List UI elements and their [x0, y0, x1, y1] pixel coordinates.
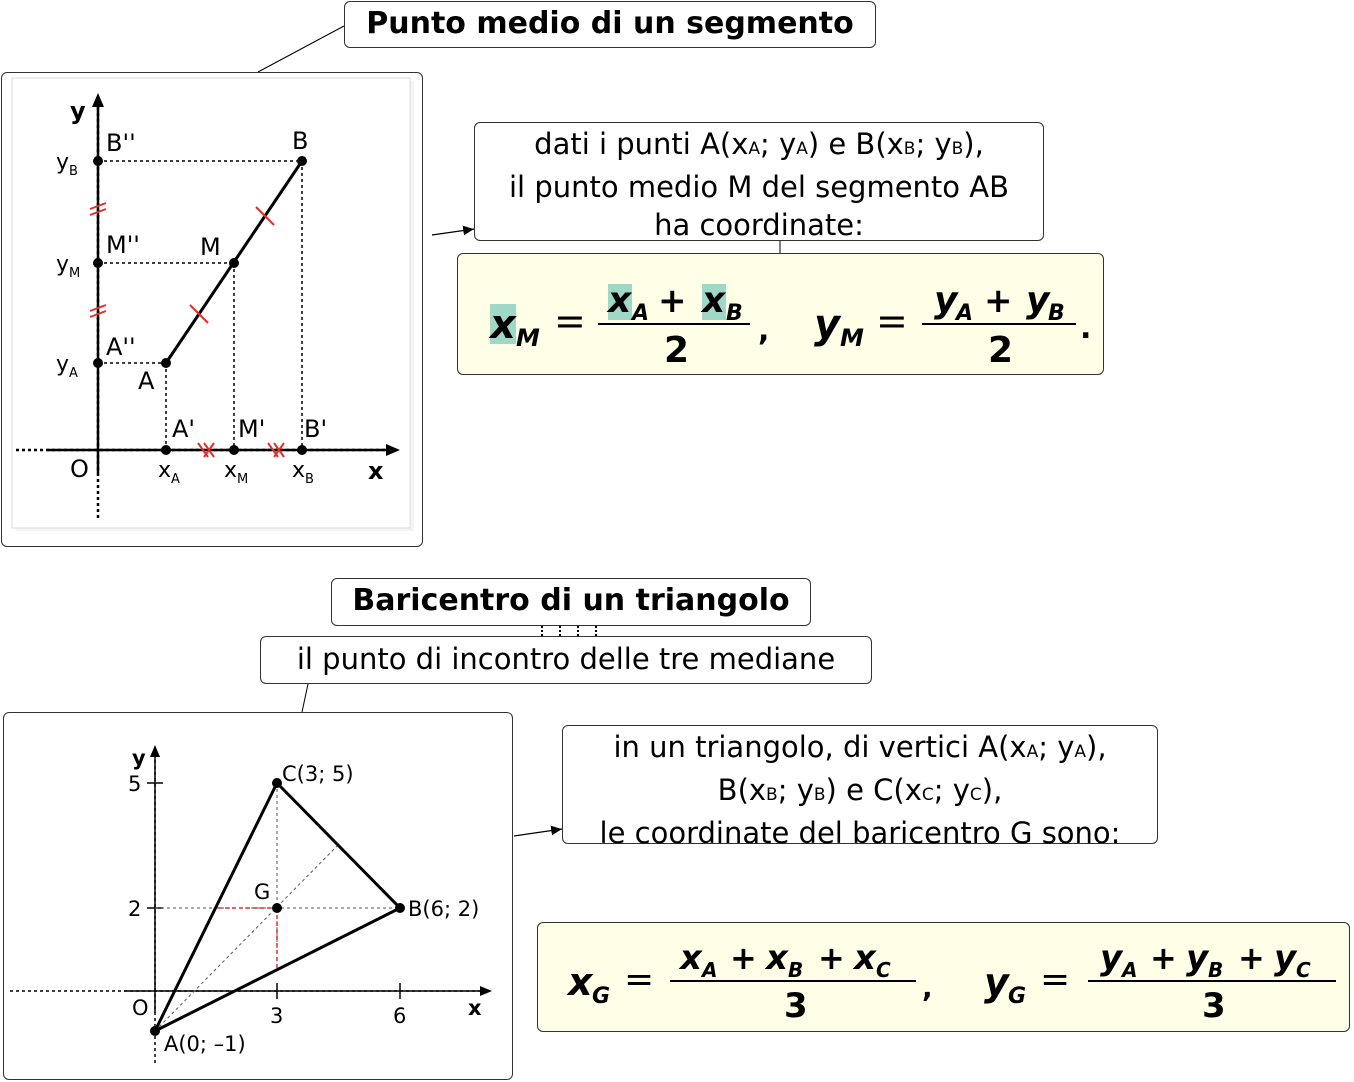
svg-text:.: . — [1080, 311, 1092, 346]
point-m — [229, 258, 239, 268]
point-b — [297, 156, 307, 166]
svg-text:G: G — [1008, 984, 1027, 1009]
x-axis-label: x — [368, 457, 384, 485]
origin-label: O — [70, 455, 89, 483]
midpoint-arrow — [432, 229, 474, 235]
svg-text:2: 2 — [988, 330, 1014, 371]
centroid-desc-line2: B(xB; yB) e C(xC; yC), — [717, 773, 1003, 807]
centroid-g — [272, 903, 282, 913]
svg-text:y: y — [934, 280, 958, 321]
label-m: M — [200, 233, 221, 261]
svg-text:M': M' — [238, 415, 266, 443]
centroid-arrow — [514, 829, 562, 836]
svg-text:y: y — [1100, 938, 1123, 978]
svg-text:A: A — [632, 301, 650, 326]
centroid-desc-line3: le coordinate del baricentro G sono: — [599, 816, 1121, 850]
svg-text:A'': A'' — [106, 333, 136, 361]
svg-text:A': A' — [172, 415, 196, 443]
svg-text:B: B — [726, 301, 743, 326]
midpoint-title: Punto medio di un segmento — [344, 1, 876, 48]
centroid-graph-frame — [3, 712, 513, 1080]
centroid-formula — [537, 922, 1350, 1032]
svg-text:B': B' — [304, 415, 328, 443]
y-tick-2: 2 — [128, 897, 142, 921]
svg-text:x: x — [702, 280, 726, 321]
y-axis-label: y — [70, 97, 86, 125]
vertex-a — [150, 1026, 160, 1036]
svg-text:=: = — [624, 959, 655, 1000]
vertex-b — [395, 903, 405, 913]
svg-text:xA: $x_A$ — [158, 458, 180, 487]
label-g: G — [254, 880, 271, 904]
svg-text:M'': M'' — [106, 231, 140, 259]
label-a: A(0; –1) — [164, 1032, 246, 1056]
vertex-c — [272, 778, 282, 788]
svg-text:y: y — [1026, 280, 1050, 321]
x-tick-3: 3 — [270, 1004, 284, 1028]
svg-text:+: + — [1238, 939, 1265, 977]
svg-text:x: x — [568, 960, 593, 1004]
svg-text:A: A — [702, 958, 718, 982]
centroid-graph — [4, 713, 512, 1079]
label-a: A — [138, 367, 155, 395]
svg-text:2: 2 — [664, 330, 690, 371]
svg-text:C: C — [1296, 958, 1311, 982]
label-c: C(3; 5) — [282, 762, 354, 786]
svg-text:+: + — [658, 281, 687, 321]
definition-connector — [302, 684, 308, 712]
centroid-desc-line1: in un triangolo, di vertici A(xA; yA), — [613, 730, 1107, 764]
title-connector — [258, 26, 344, 72]
midpoint-desc-line2: il punto medio M del segmento AB — [508, 170, 1009, 204]
svg-text:B: B — [1208, 958, 1224, 982]
svg-text:y: y — [984, 960, 1009, 1004]
y-axis-label: y — [132, 746, 146, 770]
svg-text:y: y — [1274, 938, 1297, 978]
svg-text:C: C — [876, 958, 891, 982]
svg-text:B: B — [788, 958, 804, 982]
svg-text:xM: $x_M$ — [224, 458, 249, 487]
svg-text:M: M — [840, 324, 864, 352]
svg-text:+: + — [818, 939, 845, 977]
svg-text:x: x — [490, 302, 516, 348]
centroid-definition: il punto di incontro delle tre mediane — [260, 636, 872, 684]
svg-text:+: + — [1150, 939, 1177, 977]
label-b: B — [292, 127, 309, 155]
x-tick-6: 6 — [393, 1004, 407, 1028]
svg-text:M: M — [516, 324, 540, 352]
midpoint-desc-line1: dati i punti A(xA; yA) e B(xB; yB), — [534, 127, 984, 161]
y-tick-5: 5 — [128, 772, 142, 796]
svg-text:A: A — [956, 301, 974, 326]
svg-text:x: x — [608, 280, 632, 321]
midpoint-graph-frame — [1, 72, 423, 547]
svg-text:y: y — [1186, 938, 1209, 978]
svg-text:+: + — [730, 939, 757, 977]
svg-text:3: 3 — [784, 986, 808, 1026]
origin-label: O — [132, 996, 149, 1020]
svg-text:yB: $y_B$ — [56, 150, 78, 179]
point-a — [161, 358, 171, 368]
svg-text:yM: $y_M$ — [56, 252, 81, 281]
svg-text:,: , — [922, 971, 933, 1004]
svg-text:+: + — [984, 281, 1013, 321]
svg-text:A: A — [1122, 958, 1138, 982]
svg-text:x: x — [854, 938, 876, 978]
svg-text:x: x — [766, 938, 788, 978]
midpoint-description — [474, 122, 1044, 241]
midpoint-graph — [2, 73, 422, 546]
svg-text:xB: $x_B$ — [292, 458, 314, 487]
svg-text:=: = — [876, 299, 908, 343]
svg-text:,: , — [758, 313, 770, 348]
midpoint-formula — [457, 253, 1104, 375]
svg-text:G: G — [592, 984, 611, 1009]
centroid-description — [562, 725, 1158, 850]
svg-text:B: B — [1048, 301, 1065, 326]
svg-text:B'': B'' — [106, 129, 136, 157]
label-b: B(6; 2) — [408, 897, 480, 921]
svg-text:=: = — [1040, 959, 1071, 1000]
svg-text:y: y — [814, 302, 841, 348]
svg-text:yA: $y_A$ — [56, 352, 78, 381]
svg-text:3: 3 — [1202, 986, 1226, 1026]
svg-text:x: x — [680, 938, 702, 978]
centroid-title: Baricentro di un triangolo — [331, 578, 811, 626]
x-axis-label: x — [468, 996, 482, 1020]
midpoint-desc-line3: ha coordinate: — [654, 208, 864, 242]
svg-text:=: = — [554, 299, 586, 343]
